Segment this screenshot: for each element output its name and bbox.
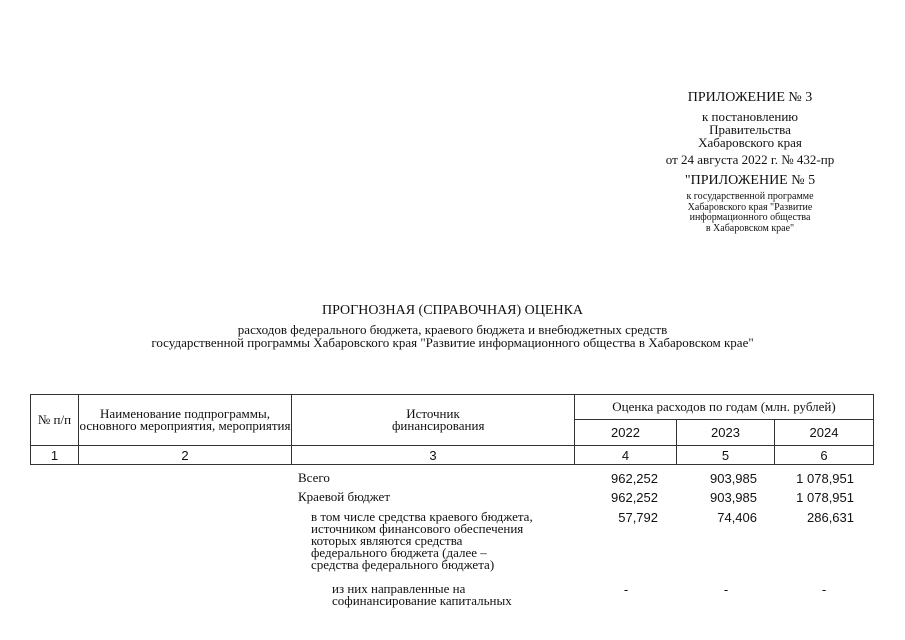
row-value: 1 078,951: [796, 471, 854, 486]
header-estimate: Оценка расходов по годам (млн. рублей): [575, 395, 874, 420]
appendix2-line: Хабаровского края "Развитие: [687, 201, 813, 213]
appendix2-line: информационного общества: [689, 212, 811, 223]
header-name: Наименование подпрограммы, основного мероприятия, мероприятия: [79, 395, 292, 446]
row-value: 57,792: [618, 510, 658, 525]
row-value: -: [723, 582, 729, 597]
header-year: 2024: [775, 420, 874, 446]
document-title: ПРОГНОЗНАЯ (СПРАВОЧНАЯ) ОЦЕНКА: [321, 303, 584, 318]
appendix2-title: "ПРИЛОЖЕНИЕ № 5: [684, 173, 816, 188]
row-source-line: в том числе средства краевого бюджета,: [311, 509, 533, 524]
row-value: -: [821, 582, 827, 597]
row-value: 903,985: [710, 471, 757, 486]
document-subtitle: [0, 323, 905, 349]
row-source-line: средства федерального бюджета): [311, 557, 495, 572]
row-value: 286,631: [807, 510, 854, 525]
appendix2-line: к государственной программе: [686, 191, 814, 202]
header-year: 2023: [677, 420, 775, 446]
row-source-line: федерального бюджета (далее –: [311, 545, 487, 560]
document-subtitle-line: государственной программы Хабаровского края "Развитие информационного общества в Хабаровском крае": [151, 335, 754, 350]
row-source-line: которых являются средства: [311, 533, 463, 548]
column-number: 2: [79, 446, 292, 465]
row-source-line: софинансирование капитальных: [332, 593, 512, 608]
row-value: 962,252: [611, 471, 658, 486]
row-value: 903,985: [710, 490, 757, 505]
document-subtitle-line: расходов федерального бюджета, краевого бюджета и внебюджетных средств: [237, 322, 668, 337]
appendix-line: Хабаровского края: [698, 135, 802, 150]
row-source-line: из них направленные на: [332, 581, 466, 596]
row-source: [311, 511, 533, 571]
header-source: Источник финансирования: [292, 395, 575, 446]
appendix-lines: [630, 110, 870, 149]
appendix2-lines: [630, 192, 870, 234]
appendix-title: ПРИЛОЖЕНИЕ № 3: [687, 90, 813, 105]
estimate-table-header: [30, 394, 874, 465]
column-number: 4: [575, 446, 677, 465]
header-num: № п/п: [31, 395, 79, 446]
row-value: 1 078,951: [796, 490, 854, 505]
row-value: 962,252: [611, 490, 658, 505]
appendix-line: к постановлению: [701, 109, 799, 124]
appendix2-line: в Хабаровском крае": [705, 222, 795, 234]
appendix-line: Правительства: [709, 122, 791, 137]
row-value: -: [623, 582, 629, 597]
row-source: Краевой бюджет: [298, 489, 391, 504]
row-source-line: источником финансового обеспечения: [311, 521, 524, 536]
appendix-date: от 24 августа 2022 г. № 432-пр: [665, 152, 835, 167]
header-year: 2022: [575, 420, 677, 446]
row-source: [332, 583, 512, 607]
column-number: 1: [31, 446, 79, 465]
column-number: 6: [775, 446, 874, 465]
column-number: 5: [677, 446, 775, 465]
row-value: 74,406: [717, 510, 757, 525]
column-number: 3: [292, 446, 575, 465]
row-source: Всего: [298, 470, 330, 485]
